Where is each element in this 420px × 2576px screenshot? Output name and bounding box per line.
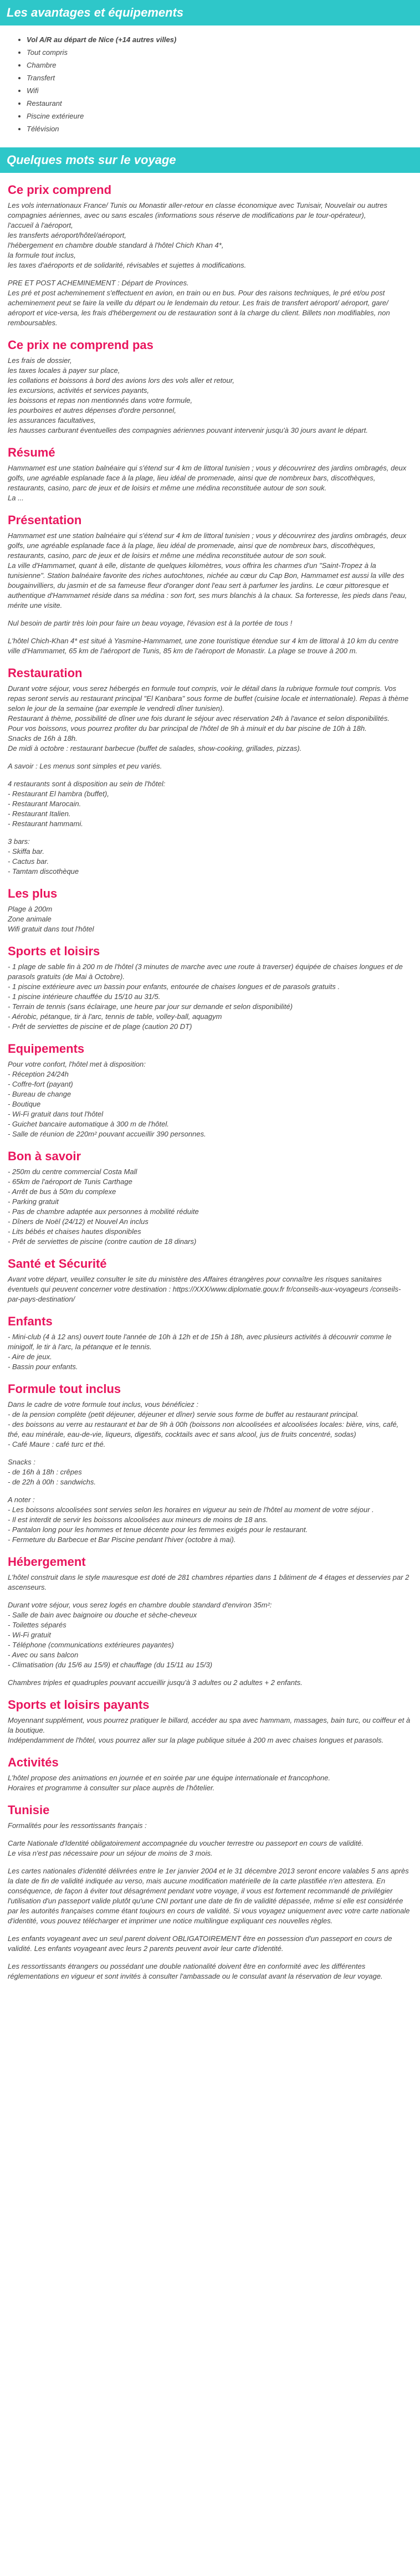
features-list bbox=[0, 33, 420, 135]
section-paragraph: Formalités pour les ressortissants français : bbox=[8, 1821, 147, 1830]
section-title: Sports et loisirs bbox=[8, 944, 100, 958]
feature-item: • Chambre bbox=[27, 59, 420, 71]
section-paragraph: Durant votre séjour, vous serez hébergés en formule tout compris, voir le détail dans la rubrique formule tout compris. Vos repas seront servis au restaurant principal "El Kanbara" sous forme de buffet (cuisine locale et internationale). Repas à thème selon le jour de la semaine (par exemple le vendredi dîner tunisien). Restaurant à thème, possibilité de dîner une fois durant le séjour avec réservation 24h à l'avance et selon disponibilités. Pour vos boissons, vous pourrez profiter du bar principal de l'hôtel de 9h à minuit et du bar piscine de 10h à 18h. Snacks de 16h à 18h. De midi à octobre : restaurant barbecue (buffet de salades, show-cooking, grillades, pizzas). bbox=[8, 684, 409, 752]
section-paragraph: Les enfants voyageant avec un seul parent doivent OBLIGATOIREMENT être en possession d'un passeport en cours de validité. Les enfants voyageant avec leurs 2 parents peuvent avoir leur carte d'identité. bbox=[8, 1934, 392, 1953]
feature-item: • Restaurant bbox=[27, 97, 420, 110]
feature-item: • Piscine extérieure bbox=[27, 110, 420, 122]
section-title: Présentation bbox=[8, 513, 82, 527]
feature-item: • Wifi bbox=[27, 84, 420, 97]
section-paragraph: Dans le cadre de votre formule tout inclus, vous bénéficiez : - de la pension complète (petit déjeuner, déjeuner et dîner) servie sous forme de buffet au restaurant principal. - des boissons au verre au restaurant et bar de 9h à 00h (boissons non alcoolisées et alcoolisées locales: bière, vins, café, thé, eau minérale, eau-de-vie, liqueurs, digestifs, cocktails avec et sans alcool, jus de fruits concentré, sodas) - Café Maure : café turc et thé. bbox=[8, 1400, 399, 1448]
section-title: Résumé bbox=[8, 445, 55, 459]
section-title: Sports et loisirs payants bbox=[8, 1698, 150, 1712]
section-title: Formule tout inclus bbox=[8, 1382, 121, 1396]
section-paragraph: A savoir : Les menus sont simples et peu variés. bbox=[8, 762, 162, 770]
section-paragraph: Nul besoin de partir très loin pour faire un beau voyage, l'évasion est à la portée de tous ! bbox=[8, 619, 293, 627]
section-paragraph: Les vols internationaux France/ Tunis ou Monastir aller-retour en classe économique avec Tunisair, Nouvelair ou autres compagnies aériennes, avec ou sans escales (informations sous réserve de modifications par le tour-opérateur), l'accueil à l'aéroport, les transferts aéroport/hôtel/aéroport, l'hébergement en chambre double standard à l'hôtel Chich Khan 4*, la formule tout inclus, les taxes d'aéroports et de solidarité, révisables et sujettes à modifications. bbox=[8, 201, 388, 269]
feature-item: • Télévision bbox=[27, 122, 420, 135]
section-paragraph: - Mini-club (4 à 12 ans) ouvert toute l'année de 10h à 12h et de 15h à 18h, avec plusieurs activités à découvrir comme le minigolf, le tir à l'arc, la pétanque et le tennis. - Aire de jeux. - Bassin pour enfants. bbox=[8, 1333, 392, 1371]
section-paragraph: Pour votre confort, l'hôtel met à disposition: - Réception 24/24h - Coffre-fort (payant) - Bureau de change - Boutique - Wi-Fi gratuit dans tout l'hôtel - Guichet bancaire automatique à 300 m de l'hôtel. - Salle de réunion de 220m² pouvant accueillir 390 personnes. bbox=[8, 1060, 206, 1138]
section-paragraph: L'hôtel propose des animations en journée et en soirée par une équipe internationale et francophone. Horaires et programme à consulter sur place auprès de l'hôtelier. bbox=[8, 1774, 331, 1792]
section-paragraph: Moyennant supplément, vous pourrez pratiquer le billard, accéder au spa avec hammam, massages, bain turc, ou coiffeur et à la boutique. Indépendamment de l'hôtel, vous pourrez aller sur la plage publique située à 200 m avec chaises longues et parasols. bbox=[8, 1716, 411, 1744]
section-title: Activités bbox=[8, 1755, 59, 1769]
feature-item: • Vol A/R au départ de Nice (+14 autres villes) bbox=[27, 33, 420, 46]
section-paragraph: Chambres triples et quadruples pouvant accueillir jusqu'à 3 adultes ou 2 adultes + 2 enfants. bbox=[8, 1678, 303, 1687]
section-title: Hébergement bbox=[8, 1555, 86, 1569]
section-title: Bon à savoir bbox=[8, 1149, 81, 1163]
section-title: Santé et Sécurité bbox=[8, 1257, 107, 1271]
section-paragraph: Les frais de dossier, les taxes locales à payer sur place, les collations et boissons à bord des avions lors des vols aller et retour, les excursions, activités et services payants, les boissons et repas non mentionnés dans votre formule, les pourboires et autres dépenses d'ordre personnel, les assurances facultatives, les hausses carburant éventuelles des compagnies aériennes pouvant intervenir jusqu'à 30 jours avant le départ. bbox=[8, 356, 368, 434]
section-title: Tunisie bbox=[8, 1803, 50, 1817]
section-paragraph: 4 restaurants sont à disposition au sein de l'hôtel: - Restaurant El hambra (buffet), - Restaurant Marocain. - Restaurant Italien. - Restaurant hammami. bbox=[8, 780, 166, 828]
feature-item: • Transfert bbox=[27, 71, 420, 84]
section-paragraph: Plage à 200m Zone animale Wifi gratuit dans tout l'hôtel bbox=[8, 905, 94, 933]
section-paragraph: - 1 plage de sable fin à 200 m de l'hôtel (3 minutes de marche avec une route à traverser) équipée de chaises longues et de parasols gratuits (de Mai à Octobre). - 1 piscine extérieure avec un bassin pour enfants, entourée de chaises longues et de parasols gratuits . - 1 piscine intérieure chauffée du 15/10 au 31/5. - Terrain de tennis (sans éclairage, une heure par jour sur demande et selon disponibilité) - Aérobic, pétanque, tir à l'arc, tennis de table, volley-ball, aquagym - Prêt de serviettes de piscine et de plage (caution 20 DT) bbox=[8, 962, 403, 1031]
section-title: Ce prix ne comprend pas bbox=[8, 338, 153, 352]
description-sections bbox=[0, 183, 420, 1981]
section-paragraph: Snacks : - de 16h à 18h : crêpes - de 22h à 00h : sandwichs. bbox=[8, 1458, 96, 1486]
section-title: Ce prix comprend bbox=[8, 183, 112, 197]
advantages-header: Les avantages et équipements bbox=[0, 0, 420, 25]
section-paragraph: L'hôtel Chich-Khan 4* est situé à Yasmine-Hammamet, une zone touristique étendue sur 4 km de littoral à 10 km du centre ville d'Hammamet, 65 km de l'aéroport de Tunis, 85 km de l'aéroport de Monastir. La plage se trouve à 200 m. bbox=[8, 637, 399, 655]
section-paragraph: Les cartes nationales d'identité délivrées entre le 1er janvier 2004 et le 31 décembre 2013 seront encore valables 5 ans après la date de fin de validité indiquée au verso, mais aucune modification matérielle de la carte plastifiée n'en attestera. En conséquence, de façon à éviter tout désagrément pendant votre voyage, il vous est fortement recommandé de privilégier l'utilisation d'un passeport valide plutôt qu'une CNI portant une date de fin de validité dépassée, même si elle est considérée par les autorités françaises comme étant toujours en cours de validité. Si vous voyagez uniquement avec votre carte nationale d'identité, vous pouvez télécharger et imprimer une notice multilingue expliquant ces nouvelles règles. bbox=[8, 1867, 410, 1925]
feature-item: • Tout compris bbox=[27, 46, 420, 59]
section-title: Enfants bbox=[8, 1314, 53, 1328]
section-title: Equipements bbox=[8, 1042, 85, 1056]
keywords-header: Quelques mots sur le voyage bbox=[0, 147, 420, 173]
section-paragraph: L'hôtel construit dans le style mauresque est doté de 281 chambres réparties dans 1 bâtiment de 4 étages et desservies par 2 ascenseurs. bbox=[8, 1573, 409, 1591]
section-paragraph: Carte Nationale d'Identité obligatoirement accompagnée du voucher terrestre ou passeport en cours de validité. Le visa n'est pas nécessaire pour un séjour de moins de 3 mois. bbox=[8, 1839, 364, 1857]
section-paragraph: Hammamet est une station balnéaire qui s'étend sur 4 km de littoral tunisien ; vous y découvrirez des jardins ombragés, deux golfs, une agréable esplanade face à la plage, lieu idéal de promenade, ainsi que de nombreux bars, discothèques, restaurants, casino, parc de jeux et de loisirs et même une médina reconstituée autour de son souk. La ville d'Hammamet, quant à elle, distante de quelques kilomètres, vous offrira les charmes d'un "Saint-Tropez à la tunisienne". Station balnéaire favorite des riches autochtones, nichée au cœur du Cap Bon, Hammamet est aussi la ville des bougainvilliers, du jasmin et de sa fameuse fleur d'oranger dont l'eau sert à parfumer les jardins. Le cœur pittoresque et authentique d'Hammamet réside dans sa médina : son fort, ses murs blanchis à la chaux. Sa forteresse, les pieds dans l'eau, mérite une visite. bbox=[8, 531, 407, 610]
section-paragraph: A noter : - Les boissons alcoolisées sont servies selon les horaires en vigueur au sein de l'hôtel au moment de votre séjour . - Il est interdit de servir les boissons alcoolisées aux mineurs de moins de 18 ans. - Pantalon long pour les hommes et tenue décente pour les femmes exigés pour le restaurant. - Fermeture du Barbecue et Bar Piscine pendant l'hiver (octobre à mai). bbox=[8, 1496, 374, 1544]
section-paragraph: Les ressortissants étrangers ou possédant une double nationalité doivent être en conformité avec les différentes réglementations en vigueur et sont invités à consulter l'ambassade ou le consulat avant la réservation de leur voyage. bbox=[8, 1962, 383, 1980]
section-paragraph: Hammamet est une station balnéaire qui s'étend sur 4 km de littoral tunisien ; vous y découvrirez des jardins ombragés, deux golfs, une agréable esplanade face à la plage, lieu idéal de promenade, ainsi que de nombreux bars, discothèques, restaurants, casino, parc de jeux et de loisirs et même une médina reconstituée autour de son souk. La ... bbox=[8, 464, 407, 502]
section-paragraph: Durant votre séjour, vous serez logés en chambre double standard d'environ 35m²: - Salle de bain avec baignoire ou douche et sèche-cheveux - Toilettes séparés - Wi-Fi gratuit - Téléphone (communications extérieures payantes) - Avec ou sans balcon - Climatisation (du 15/6 au 15/9) et chauffage (du 15/11 au 15/3) bbox=[8, 1601, 272, 1669]
section-paragraph: PRE ET POST ACHEMINEMENT : Départ de Provinces. Les pré et post acheminement s'effectuent en avion, en train ou en bus. Pour des raisons techniques, le pré et/ou post acheminement peut se faire la veille du départ ou le lendemain du retour. Les frais de transfert aéroport/ aéroport, gare/ aéroport et vice-versa, les frais d'hébergement ou de restauration sont à la charge du client. Billets non modifiables, non remboursables. bbox=[8, 279, 390, 327]
section-title: Les plus bbox=[8, 887, 58, 900]
section-paragraph: Avant votre départ, veuillez consulter le site du ministère des Affaires étrangères pour connaître les risques sanitaires éventuels qui peuvent concerner votre destination : https://XXX/www.diplomatie.gouv.fr fr/conseils-aux-voyageurs /conseils-par-pays-destination/ bbox=[8, 1275, 401, 1303]
section-paragraph: 3 bars: - Skiffa bar. - Cactus bar. - Tamtam discothèque bbox=[8, 837, 79, 875]
section-title: Restauration bbox=[8, 666, 83, 680]
section-paragraph: - 250m du centre commercial Costa Mall - 65km de l'aéroport de Tunis Carthage - Arrêt de bus à 50m du complexe - Parking gratuit - Pas de chambre adaptée aux personnes à mobilité réduite - Dîners de Noël (24/12) et Nouvel An inclus - Lits bébés et chaises hautes disponibles - Prêt de serviettes de piscine (contre caution de 18 dinars) bbox=[8, 1167, 199, 1246]
